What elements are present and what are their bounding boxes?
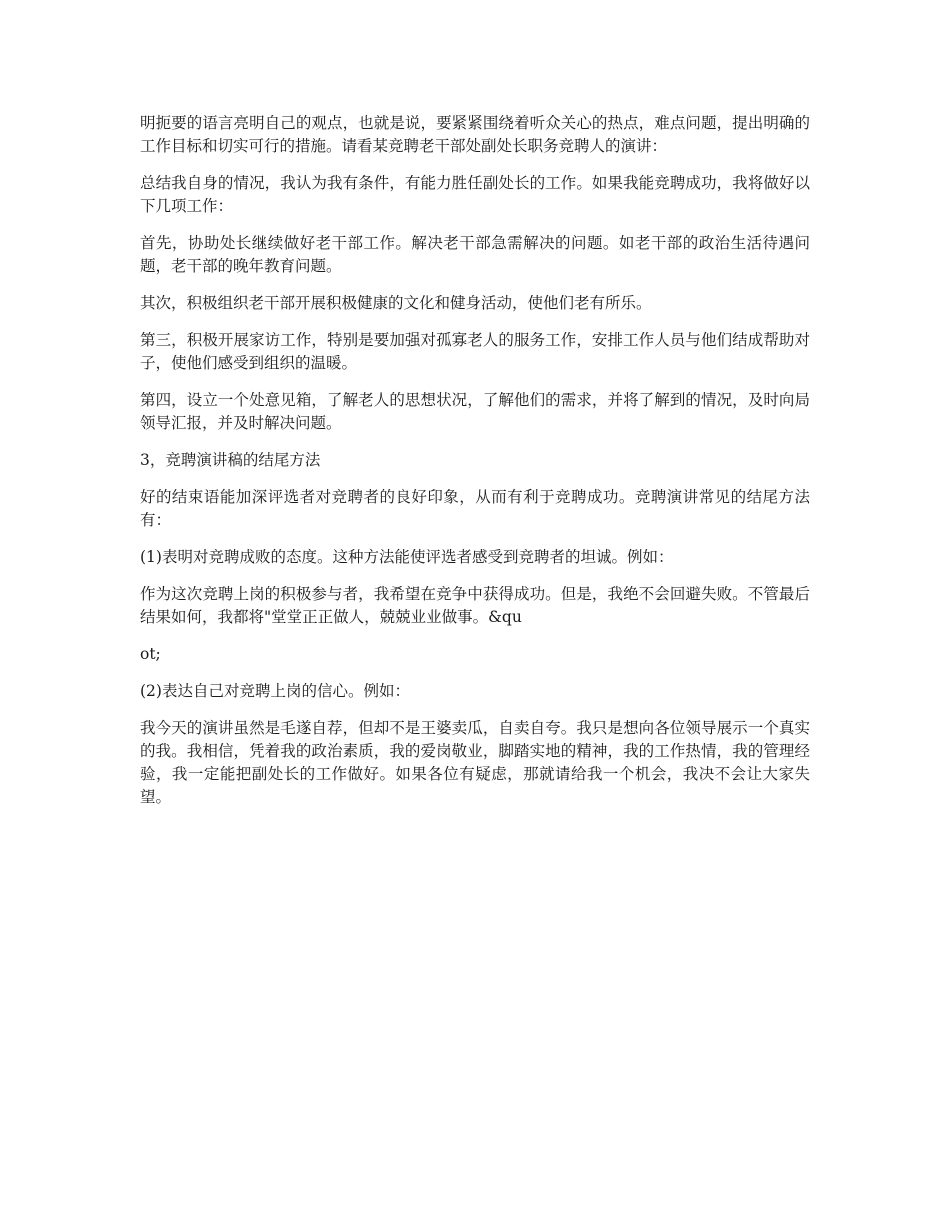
paragraph-ending-intro: 好的结束语能加深评选者对竞聘者的良好印象，从而有利于竞聘成功。竞聘演讲常见的结尾方法有： [140,488,810,529]
paragraph-fourth: 第四，设立一个处意见箱，了解老人的思想状况，了解他们的需求，并将了解到的情况，及时向局领导汇报，并及时解决问题。 [140,391,810,432]
paragraph-summary: 总结我自身的情况，我认为我有条件，有能力胜任副处长的工作。如果我能竞聘成功，我将做好以下几项工作： [140,174,810,215]
paragraph-first: 首先，协助处长继续做好老干部工作。解决老干部急需解决的问题。如老干部的政治生活待遇问题，老干部的晚年教育问题。 [140,234,810,275]
paragraph-example-2: 我今天的演讲虽然是毛遂自荐，但却不是王婆卖瓜，自卖自夸。我只是想向各位领导展示一个真实的我。我相信，凭着我的政治素质，我的爱岗敬业，脚踏实地的精神，我的工作热情，我的管理经验，我一定能把副处长的工作做好。如果各位有疑虑，那就请给我一个机会，我决不会让大家失望。 [140,719,810,806]
paragraph-third: 第三，积极开展家访工作，特别是要加强对孤寡老人的服务工作，安排工作人员与他们结成帮助对子，使他们感受到组织的温暖。 [140,331,810,372]
paragraph-intro: 明扼要的语言亮明自己的观点，也就是说，要紧紧围绕着听众关心的热点，难点问题，提出明确的工作目标和切实可行的措施。请看某竞聘老干部处副处长职务竞聘人的演讲： [140,114,810,155]
paragraph-method-2: (2)表达自己对竞聘上岗的信心。例如： [140,682,410,700]
paragraph-example-1: 作为这次竞聘上岗的积极参与者，我希望在竞争中获得成功。但是，我绝不会回避失败。不管最后结果如何，我都将"堂堂正正做人，兢兢业业做事。&qu [140,585,810,626]
document-page [140,112,810,823]
paragraph-method-1: (1)表明对竞聘成败的态度。这种方法能使评选者感受到竞聘者的坦诚。例如： [140,548,674,566]
section-heading: 3，竞聘演讲稿的结尾方法 [140,451,321,469]
paragraph-example-1-tail: ot; [140,645,161,663]
paragraph-second: 其次，积极组织老干部开展积极健康的文化和健身活动，使他们老有所乐。 [140,294,652,312]
